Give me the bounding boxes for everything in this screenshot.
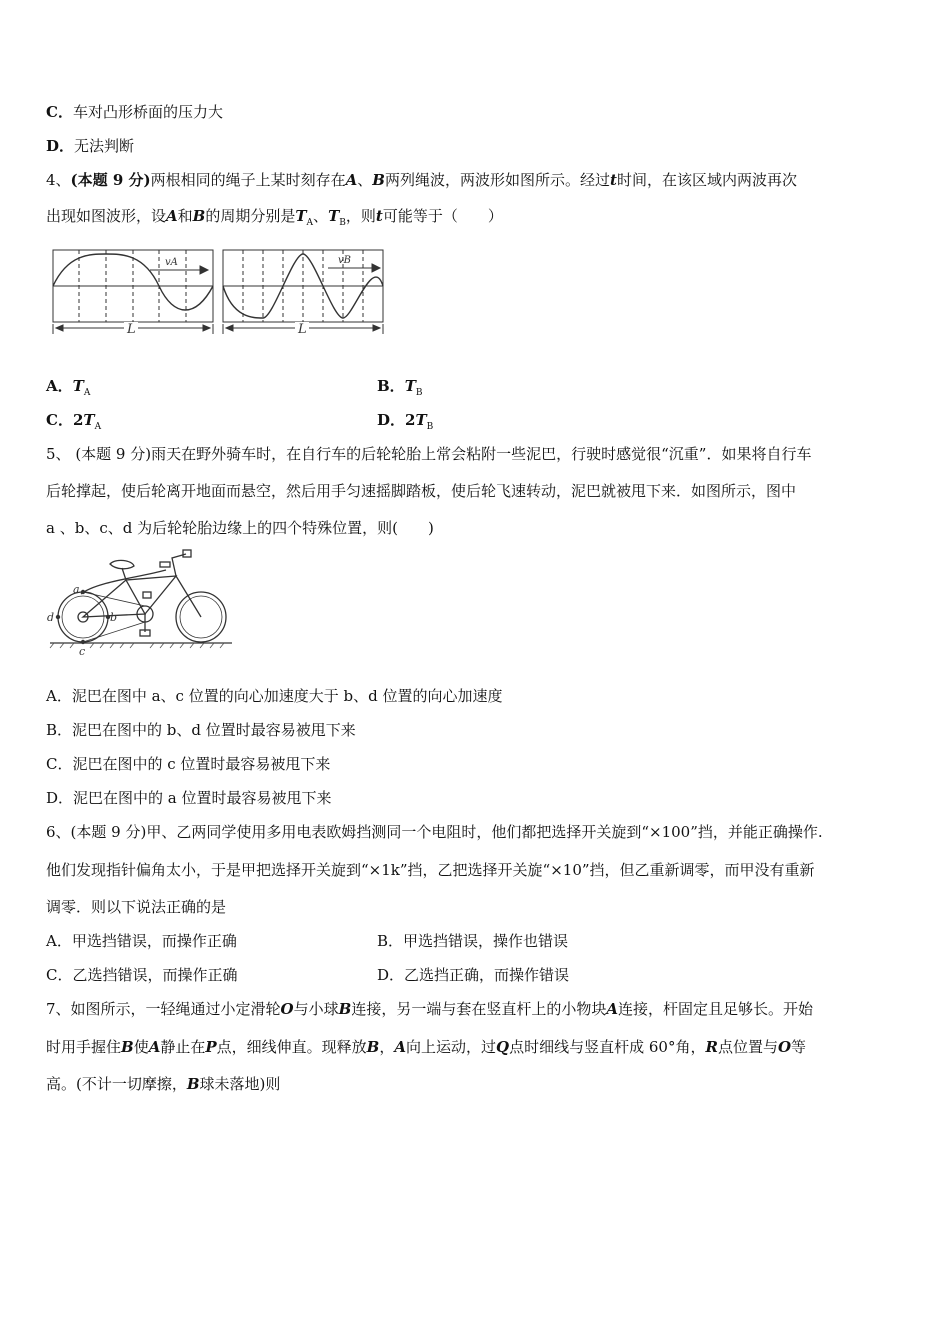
- question-number: 4、: [46, 171, 71, 189]
- text: 球未落地)则: [199, 1075, 281, 1093]
- text: 7、如图所示，一轻绳通过小定滑轮: [46, 1000, 281, 1018]
- bicycle-figure: [46, 548, 236, 658]
- var-a: A: [166, 207, 178, 225]
- text: 连接，另一端与套在竖直杆上的小物块: [351, 1000, 607, 1018]
- q4-stem-line1: [46, 170, 797, 190]
- text: 静止在: [160, 1038, 206, 1056]
- text: 连接，杆固定且足够长。开始: [617, 1000, 813, 1018]
- var-t: T: [295, 207, 307, 225]
- var-b: B: [121, 1038, 134, 1056]
- text: 等: [791, 1038, 807, 1056]
- q3-option-c: [46, 102, 223, 122]
- q5-stem-line2: 后轮撑起，使后轮离开地面而悬空，然后用手匀速摇脚踏板，使后轮飞速转动，泥巴就被甩下来．如图所示，图中: [46, 482, 797, 500]
- option-letter: B．: [377, 377, 405, 395]
- text: 、: [313, 207, 329, 225]
- var-t: t: [375, 207, 383, 225]
- var-t: T: [72, 377, 84, 395]
- text: 高。(不计一切摩擦，: [46, 1075, 187, 1093]
- text: 、: [357, 171, 373, 189]
- var-b: B: [192, 207, 206, 225]
- text: 出现如图波形，设: [46, 207, 167, 225]
- q6-option-b: B．甲选挡错误，操作也错误: [377, 932, 569, 950]
- q7-stem-line2: [46, 1037, 806, 1057]
- q3-option-d: [46, 136, 134, 156]
- label-a: a: [73, 583, 80, 596]
- var-q: Q: [496, 1038, 510, 1056]
- subscript: A: [306, 218, 314, 228]
- q5-option-a: A．泥巴在图中 a、c 位置的向心加速度大于 b、d 位置的向心加速度: [46, 687, 503, 705]
- var-t: t: [610, 171, 617, 189]
- option-text: 车对凸形桥面的压力大: [72, 103, 223, 121]
- q7-stem-line1: [46, 999, 813, 1019]
- var-r: R: [705, 1038, 718, 1056]
- option-letter: D．: [377, 411, 406, 429]
- var-t: T: [415, 411, 427, 429]
- q5-stem-line3: a 、b、c、d 为后轮轮胎边缘上的四个特殊位置，则( ): [46, 519, 434, 537]
- q4-option-b: [377, 376, 422, 403]
- var-a: A: [394, 1038, 407, 1056]
- label-length-b: L: [298, 322, 307, 337]
- subscript: B: [426, 422, 434, 432]
- var-b: B: [186, 1075, 200, 1093]
- text: 点位置与: [717, 1038, 778, 1056]
- question-tag: (本题 9 分): [70, 171, 151, 189]
- text: 点时细线与竖直杆成 60°角，: [509, 1038, 706, 1056]
- text: 的周期分别是: [205, 207, 296, 225]
- subscript: A: [94, 422, 102, 432]
- subscript: A: [83, 388, 91, 398]
- coefficient: 2: [405, 411, 416, 429]
- var-b: B: [338, 1000, 352, 1018]
- var-b: B: [366, 1038, 380, 1056]
- option-letter: C．: [46, 411, 73, 429]
- q5-option-c: C．泥巴在图中的 c 位置时最容易被甩下来: [46, 755, 331, 773]
- q6-option-a: A．甲选挡错误，而操作正确: [46, 932, 237, 950]
- var-a: A: [345, 171, 358, 189]
- seat: [110, 560, 134, 568]
- q4-option-d: [377, 410, 433, 437]
- option-text: 无法判断: [74, 137, 135, 155]
- q4-stem-line2: [46, 206, 503, 233]
- q5-stem-line1: [46, 444, 811, 464]
- var-t: T: [404, 377, 416, 395]
- point-a: [81, 590, 85, 594]
- q6-stem-line2: 他们发现指针偏角太小，于是甲把选择开关旋到“×1k”挡，乙把选择开关旋“×10”挡，但乙重新调零，而甲没有重新: [46, 861, 815, 879]
- var-t: T: [83, 411, 95, 429]
- subscript: B: [415, 388, 423, 398]
- bike-frame: [83, 576, 201, 617]
- var-a: A: [148, 1038, 161, 1056]
- label-c: c: [79, 645, 86, 658]
- text: 点，细线伸直。现释放: [216, 1038, 367, 1056]
- text: ，: [379, 1038, 395, 1056]
- var-p: P: [205, 1038, 217, 1056]
- option-letter: C．: [46, 103, 73, 121]
- text: 时用手握住: [46, 1038, 122, 1056]
- option-letter: D．: [46, 137, 75, 155]
- var-o: O: [777, 1038, 792, 1056]
- var-b: B: [372, 171, 385, 189]
- q4-option-c: [46, 410, 101, 437]
- q6-option-c: C．乙选挡错误，而操作正确: [46, 966, 238, 984]
- text: 和: [177, 207, 193, 225]
- text: 两根相同的绳子上某时刻存在: [150, 171, 346, 189]
- q4-option-a: [46, 376, 90, 403]
- q6-option-d: D．乙选挡正确，而操作错误: [377, 966, 570, 984]
- text: 向上运动，过: [406, 1038, 497, 1056]
- option-letter: A．: [46, 377, 73, 395]
- label-b: b: [110, 611, 118, 624]
- text: 与小球: [293, 1000, 339, 1018]
- point-d: [56, 615, 60, 619]
- label-d: d: [47, 611, 55, 624]
- var-o: O: [280, 1000, 294, 1018]
- subscript: B: [339, 218, 346, 228]
- q6-stem-line3: 调零．则以下说法正确的是: [46, 898, 227, 916]
- q5-option-d: D．泥巴在图中的 a 位置时最容易被甩下来: [46, 789, 332, 807]
- var-a: A: [606, 1000, 618, 1018]
- var-t: T: [328, 207, 340, 225]
- question-number: 5、: [46, 445, 71, 463]
- wave-figure: [50, 246, 390, 338]
- q5-option-b: B．泥巴在图中的 b、d 位置时最容易被甩下来: [46, 721, 356, 739]
- q6-stem-line1: 6、(本题 9 分)甲、乙两同学使用多用电表欧姆挡测同一个电阻时，他们都把选择开关旋到“×100”挡，并能正确操作.: [46, 823, 823, 841]
- text: 两列绳波，两波形如图所示。经过: [384, 171, 610, 189]
- label-vb: vB: [338, 255, 351, 266]
- coefficient: 2: [72, 411, 84, 429]
- label-length-a: L: [127, 322, 136, 337]
- q7-stem-line3: [46, 1074, 280, 1094]
- label-va: vA: [165, 257, 178, 268]
- text: (本题 9 分)雨天在野外骑车时，在自行车的后轮轮胎上常会粘附一些泥巴，行驶时感觉很“沉重”．如果将自行车: [70, 445, 812, 463]
- text: ，则: [345, 207, 376, 225]
- text: 时间，在该区域内两波再次: [616, 171, 797, 189]
- text: 可能等于（ ）: [382, 207, 503, 225]
- text: 使: [133, 1038, 149, 1056]
